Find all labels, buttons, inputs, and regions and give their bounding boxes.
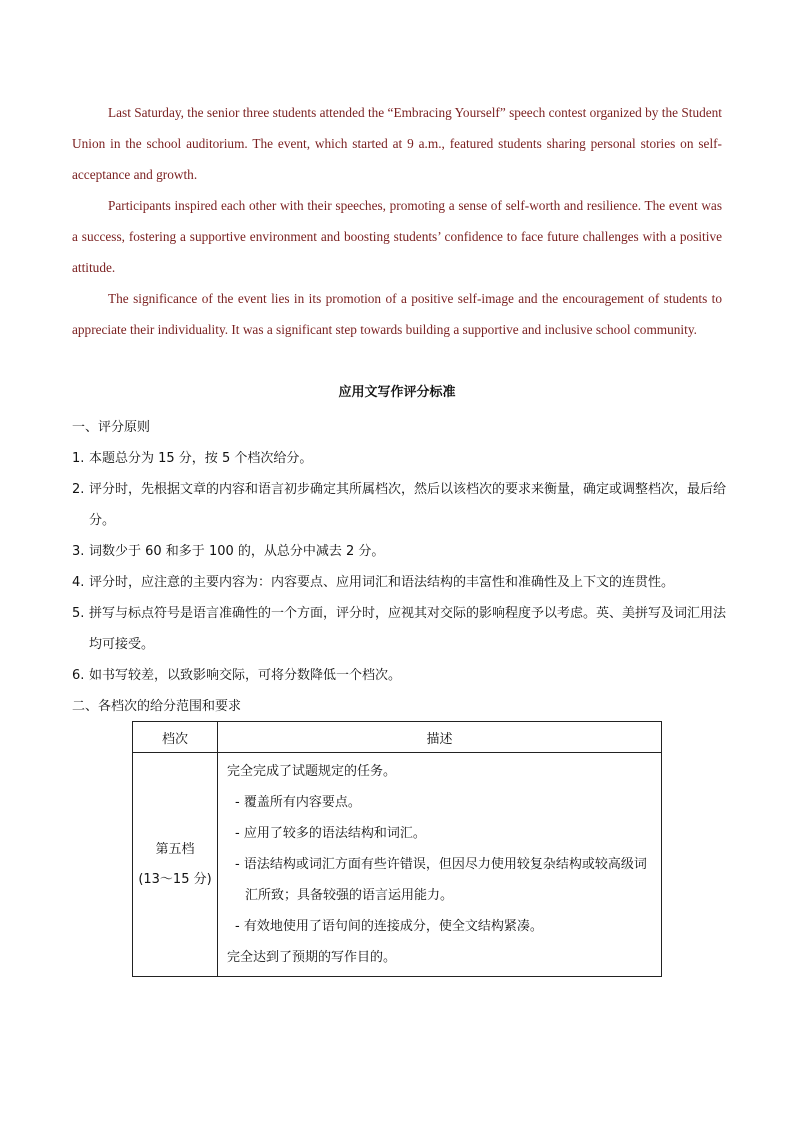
description-cell	[218, 753, 662, 977]
essay-paragraph-1: Last Saturday, the senior three students attended the “Embracing Yourself” speech contest organized by the Student Union in the school auditorium. The event, which started at 9 a.m., featured students sharing personal stories on self-acceptance and growth.	[72, 105, 722, 182]
rule-item	[72, 567, 737, 598]
section-heading-grades: 二、各档次的给分范围和要求	[72, 699, 242, 714]
description-line: - 覆盖所有内容要点。	[235, 795, 361, 810]
description-line: - 应用了较多的语法结构和词汇。	[235, 826, 426, 841]
description-line: 完全完成了试题规定的任务。	[227, 764, 397, 779]
header-description: 描述	[218, 722, 662, 753]
level-cell	[133, 753, 218, 977]
table-row	[133, 753, 662, 977]
rule-item	[72, 536, 737, 567]
description-line: - 有效地使用了语句间的连接成分，使全文结构紧凑。	[235, 919, 543, 934]
rule-item	[72, 660, 737, 691]
rule-item	[72, 474, 737, 536]
description-line: 完全达到了预期的写作目的。	[227, 950, 397, 965]
rule-text: 词数少于 60 和多于 100 的，从总分中减去 2 分。	[89, 544, 385, 559]
level-range: (13～15 分)	[138, 871, 212, 887]
rubric-title: 应用文写作评分标准	[338, 385, 456, 400]
sample-essay	[72, 97, 722, 345]
rule-item	[72, 598, 737, 660]
essay-paragraph-2: Participants inspired each other with their speeches, promoting a sense of self-worth and resilience. The event was a success, fostering a supportive environment and boosting students’ confidence to face future challenges with a positive attitude.	[72, 198, 722, 275]
rule-number: 3.	[72, 544, 85, 559]
rule-text: 评分时，应注意的主要内容为：内容要点、应用词汇和语法结构的丰富性和准确性及上下文的连贯性。	[89, 575, 675, 590]
essay-paragraph-3: The significance of the event lies in its promotion of a positive self-image and the encouragement of students to appreciate their individuality. It was a significant step towards building a supportive and inclusive school community.	[72, 291, 722, 337]
rule-item	[72, 443, 737, 474]
description-line: - 语法结构或词汇方面有些许错误，但因尽力使用较复杂结构或较高级词汇所致；具备较强的语言运用能力。	[235, 857, 647, 903]
section-heading-principles: 一、评分原则	[72, 420, 151, 435]
rule-number: 1.	[72, 451, 85, 466]
rule-text: 拼写与标点符号是语言准确性的一个方面，评分时，应视其对交际的影响程度予以考虑。英、美拼写及词汇用法均可接受。	[89, 606, 727, 652]
grade-table	[132, 721, 662, 977]
rule-number: 6.	[72, 668, 85, 683]
rule-number: 2.	[72, 482, 85, 497]
rule-text: 评分时，先根据文章的内容和语言初步确定其所属档次，然后以该档次的要求来衡量，确定或调整档次，最后给分。	[89, 482, 727, 528]
level-name: 第五档	[155, 841, 195, 857]
table-header-row	[133, 722, 662, 753]
rule-number: 4.	[72, 575, 85, 590]
header-level: 档次	[133, 722, 218, 753]
rule-text: 本题总分为 15 分，按 5 个档次给分。	[89, 451, 313, 466]
rule-text: 如书写较差，以致影响交际，可将分数降低一个档次。	[89, 668, 402, 683]
rule-number: 5.	[72, 606, 85, 621]
scoring-principles	[72, 412, 737, 722]
